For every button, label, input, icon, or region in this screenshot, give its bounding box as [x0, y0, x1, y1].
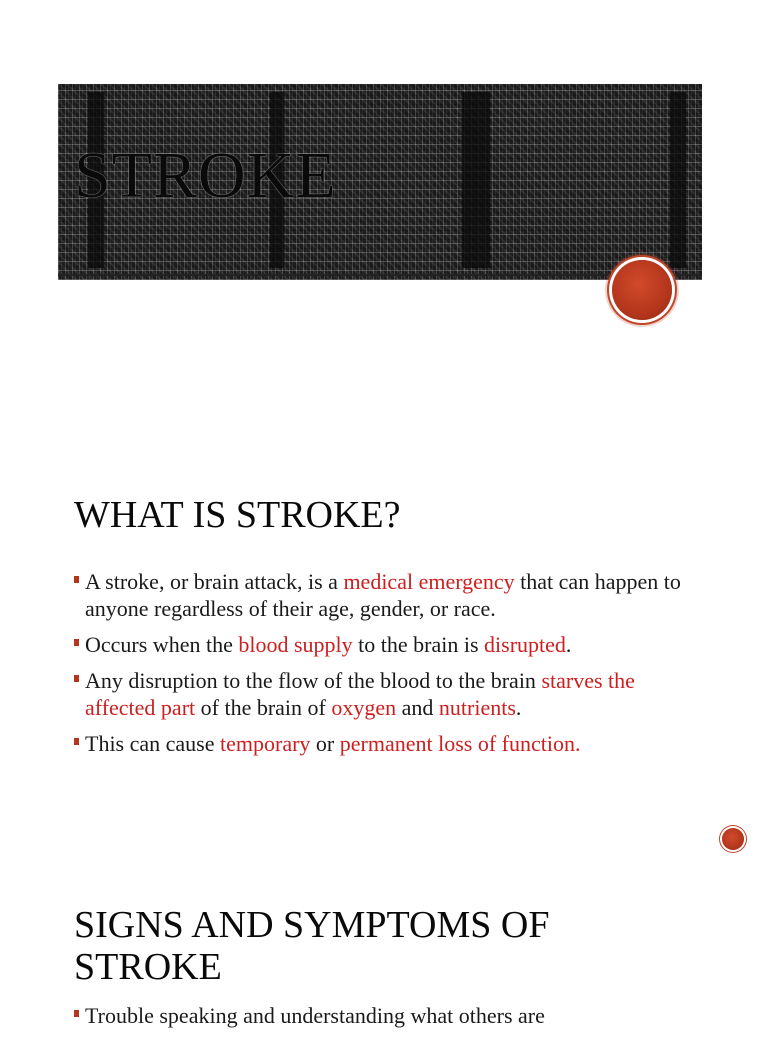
bullet-text: This can cause — [85, 731, 220, 756]
section-heading: SIGNS AND SYMPTOMS OF STROKE — [74, 904, 550, 988]
bullet-marker-icon — [74, 1010, 79, 1017]
highlighted-text: temporary — [220, 731, 311, 756]
bullet-text: A stroke, or brain attack, is a — [85, 569, 344, 594]
bullet-marker-icon — [74, 639, 79, 646]
bullet-marker-icon — [74, 675, 79, 682]
bullet-text: or — [310, 731, 340, 756]
banner-dark-band — [670, 92, 686, 268]
bullet-text: Any disruption to the flow of the blood to the brain — [85, 668, 542, 693]
bullet-item — [74, 667, 694, 721]
bullet-item — [74, 730, 694, 757]
bullet-text: . — [515, 695, 522, 720]
highlighted-text: blood supply — [238, 632, 353, 657]
highlighted-text: nutrients — [438, 695, 516, 720]
bullet-text: that can happen to anyone regardless of their age, gender, or race. — [85, 569, 681, 621]
bullet-list — [74, 1002, 694, 1038]
bullet-text: Occurs when the — [85, 632, 239, 657]
highlighted-text: starves the affected part — [85, 668, 635, 720]
bullet-item — [74, 1002, 694, 1029]
bullet-marker-icon — [74, 576, 79, 583]
bullet-text: of the brain of — [195, 695, 332, 720]
what-is-stroke-slide — [0, 420, 768, 870]
accent-circle-large — [612, 260, 672, 320]
bullet-marker-icon — [74, 738, 79, 745]
highlighted-text: disrupted — [484, 632, 566, 657]
bullet-text: and — [396, 695, 439, 720]
bullet-item — [74, 568, 694, 622]
section-heading: WHAT IS STROKE? — [74, 494, 401, 536]
highlighted-text: oxygen — [331, 695, 397, 720]
signs-symptoms-slide — [0, 870, 768, 1028]
bullet-item — [74, 631, 694, 658]
accent-circle-small — [722, 828, 744, 850]
slide-title: STROKE — [74, 139, 337, 212]
highlighted-text: medical emergency — [343, 569, 515, 594]
banner-dark-band — [462, 92, 490, 268]
highlighted-text: permanent loss of function. — [339, 731, 581, 756]
bullet-text: Trouble speaking and understanding what others are — [85, 1003, 545, 1028]
banner-bottom-rule — [58, 274, 702, 276]
bullet-text: to the brain is — [352, 632, 485, 657]
title-slide — [0, 0, 768, 420]
bullet-text: . — [565, 632, 572, 657]
bullet-list — [74, 568, 694, 766]
